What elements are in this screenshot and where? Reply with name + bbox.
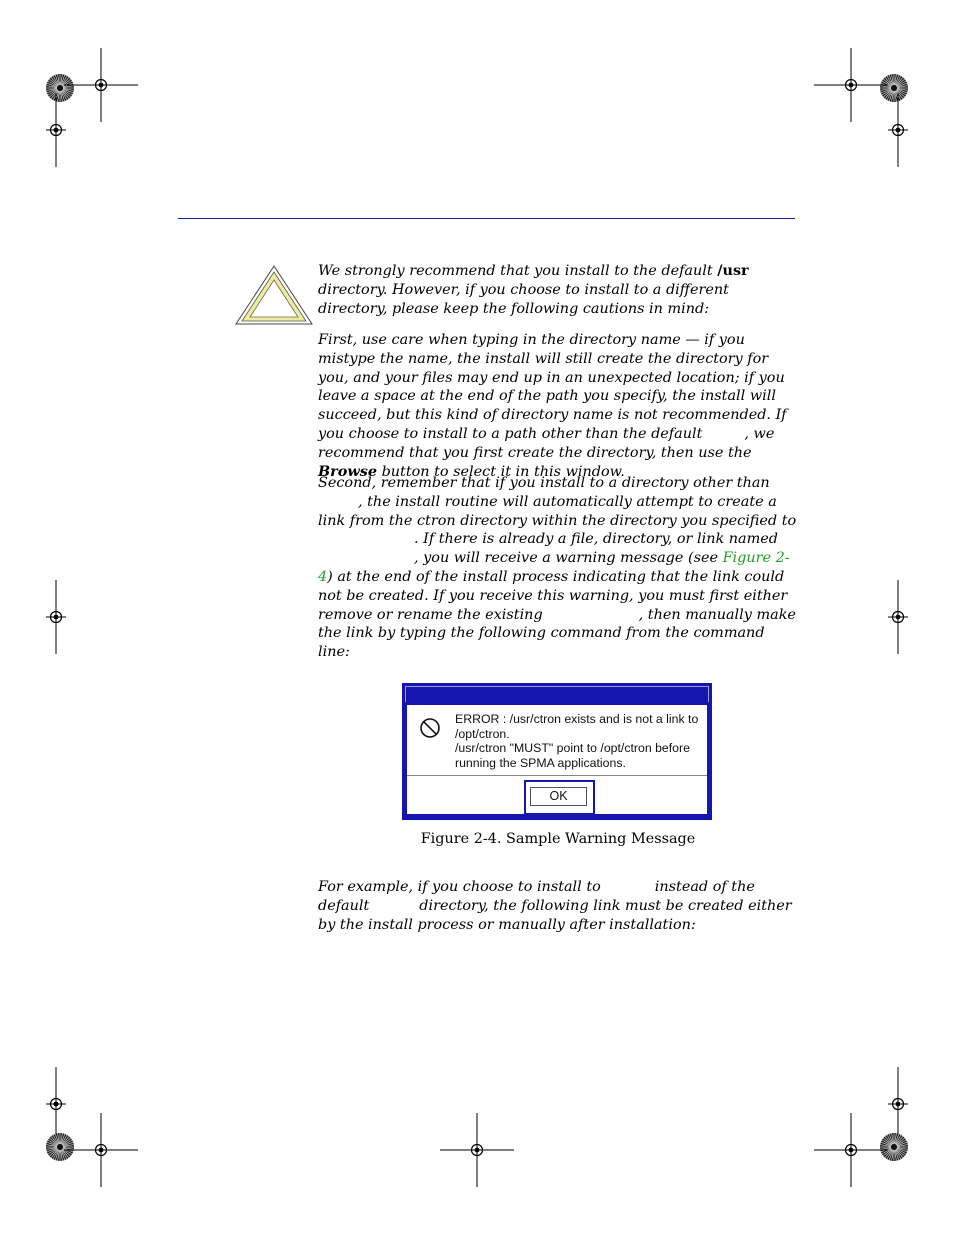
dialog-message-area <box>407 705 707 776</box>
message-line: running the SPMA applications. <box>455 755 626 770</box>
no-entry-icon <box>419 717 441 743</box>
header-rule <box>178 218 795 219</box>
caution-first-paragraph: First, use care when typing in the directory name — if you mistype the name, the install will still create the directory for you, and your files may end up in an unexpected location; if you leave a space at the end of the path you specify, the install will succeed, but this kind of directory name is not recommended. If you choose to install to a path other than the default , we recommend that you first create the directory, then use the Browse button to select it in this window. <box>318 332 787 480</box>
registration-starburst <box>880 1133 908 1161</box>
figure-caption: Figure 2-4. Sample Warning Message <box>420 831 696 847</box>
registration-starburst <box>880 74 908 102</box>
message-line: /usr/ctron "MUST" point to /opt/ctron before <box>455 741 690 755</box>
message-line: /opt/ctron. <box>455 726 510 741</box>
dialog-message <box>455 712 710 770</box>
warning-dialog <box>402 683 712 820</box>
ok-button[interactable]: OK <box>530 787 587 806</box>
caution-second-paragraph: Second, remember that if you install to a directory other than, the install routine will automatically attempt to create a link from the ctron directory within the directory you specified to. If there is already a file, directory, or link named, you will receive a warning message (see Figure 2-4) at the end of the install process indicating that the link could not be created. If you receive this warning, you must first either remove or rename the existing , then manually make the link by typing the following command from the command line: <box>318 475 797 661</box>
dialog-titlebar[interactable] <box>405 686 709 702</box>
ok-button-focus-frame <box>524 780 595 815</box>
example-paragraph: For example, if you choose to install to instead of the default directory, the following link must be created either by the install process or manually after installation: <box>318 879 792 933</box>
registration-starburst <box>46 1133 74 1161</box>
caution-triangle-icon <box>234 264 314 330</box>
message-line: ERROR : /usr/ctron exists and is not a link to <box>455 712 699 726</box>
registration-starburst <box>46 74 74 102</box>
dialog-button-area <box>407 776 707 814</box>
figure-2-4-link[interactable]: Figure 2-4 <box>318 550 790 585</box>
caution-intro-paragraph: We strongly recommend that you install to the default /usr directory. However, if you choose to install to a different directory, please keep the following cautions in mind: <box>318 262 749 317</box>
